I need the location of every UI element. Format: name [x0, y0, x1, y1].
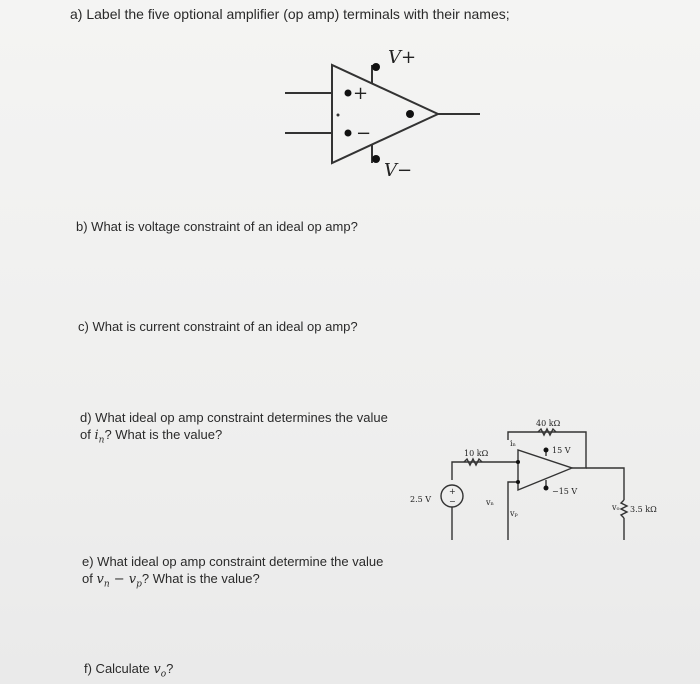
noninverting-terminal-dot: [345, 90, 352, 97]
inverting-amplifier-circuit: [400, 410, 680, 550]
question-d-line1: d) What ideal op amp constraint determines the value: [80, 410, 388, 425]
positive-supply-label: 15 V: [552, 446, 571, 455]
current-in-label: iₙ: [510, 439, 517, 448]
question-d-line2: of $i_n$? What is the value?: [80, 427, 223, 446]
plus-sign: +: [353, 83, 369, 104]
question-b: b) What is voltage constraint of an ideal op amp?: [76, 219, 358, 234]
vn-minus-vp-expression: $v_n - v_p$: [96, 572, 142, 590]
question-e-line1: e) What ideal op amp constraint determine the value: [82, 554, 384, 569]
feedback-resistor-label: 40 kΩ: [536, 419, 561, 428]
vp-label: vₚ: [510, 509, 518, 518]
circuit-opamp: [518, 450, 572, 490]
question-e-line2: of $v_n - v_p$? What is the value?: [82, 571, 260, 590]
vo-variable: $v_o$: [153, 662, 167, 680]
i-n-variable: $i_n$: [94, 428, 105, 446]
negative-supply-label: −15 V: [552, 487, 578, 496]
source-minus-sign: −: [449, 497, 456, 506]
question-f: f) Calculate $v_o$?: [84, 661, 174, 680]
opamp-terminal-diagram: [280, 45, 500, 180]
load-resistor: [621, 500, 627, 518]
input-wire: [452, 462, 518, 480]
vo-label: vₒ: [612, 503, 620, 512]
vn-label: vₙ: [486, 498, 494, 507]
minus-sign: −: [356, 123, 372, 144]
inverting-terminal-dot: [345, 130, 352, 137]
load-resistor-label: 3.5 kΩ: [630, 505, 657, 514]
source-plus-sign: +: [449, 487, 456, 496]
vplus-terminal-dot: [372, 63, 380, 71]
opamp-triangle: [332, 65, 438, 163]
vplus-label: V+: [388, 47, 417, 68]
vminus-terminal-dot: [372, 155, 380, 163]
question-a: a) Label the five optional amplifier (op amp) terminals with their names;: [70, 6, 510, 22]
vminus-label: V−: [384, 160, 413, 180]
question-c: c) What is current constraint of an ideal op amp?: [78, 319, 358, 334]
output-load-wire: [586, 468, 624, 500]
source-label: 2.5 V: [410, 495, 432, 504]
output-terminal-dot: [406, 110, 414, 118]
input-resistor-label: 10 kΩ: [464, 449, 489, 458]
